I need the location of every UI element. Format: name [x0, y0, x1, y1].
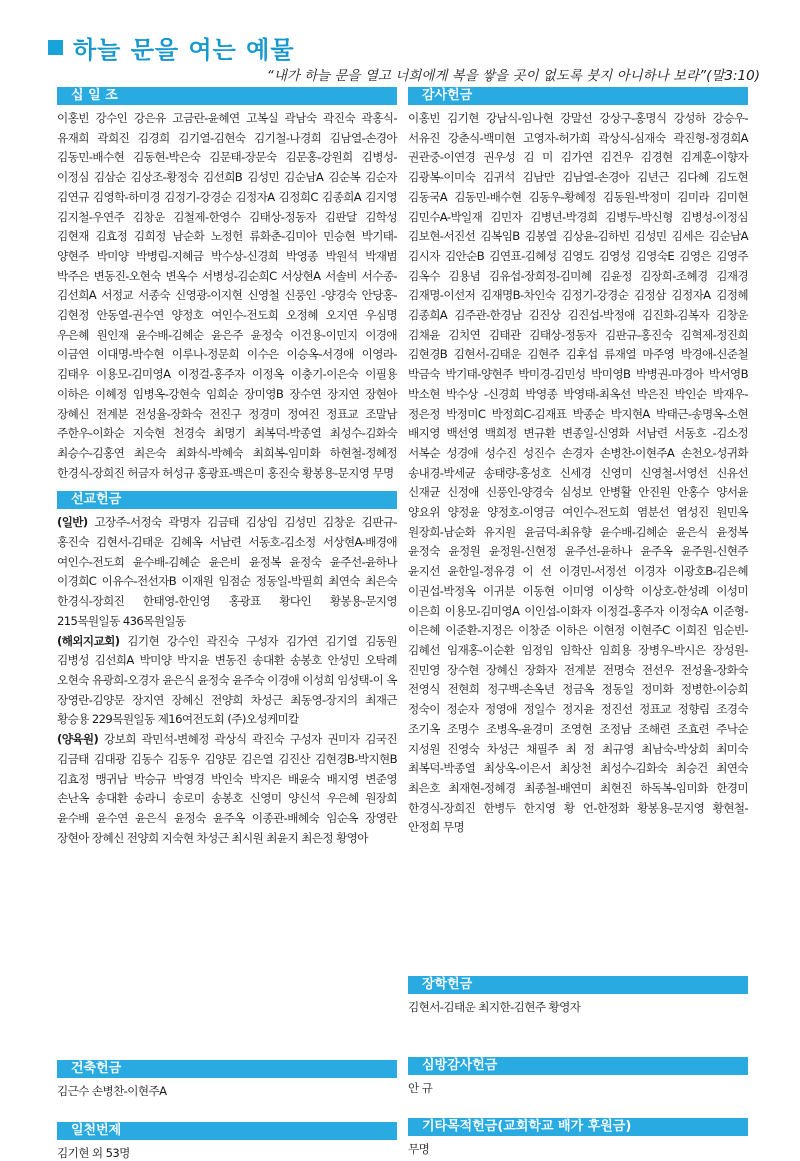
building-section: [57, 1060, 397, 1102]
ilcheon-heading: 일천번제: [57, 1122, 397, 1140]
mission-group-tag: (양육원): [57, 732, 99, 747]
thanks-heading: 감사헌금: [408, 87, 748, 105]
building-body: 김근수 손병찬-이현주A: [57, 1084, 167, 1098]
mission-group-text: 고장주-서정숙 곽명자 김금태 김상임 김성민 김창운 김판규-홍진숙 김현서-김태운 김혜옥 서남련 서동호-김소정 서상현A-배경애 여인수-전도희 윤수배-김혜순 윤은비 윤정복 윤정숙 윤주선-윤하나 이경희C 이유수-전선자B 이재원 임점순 정동일-박필희 최연숙 최은숙 한경식-장희진 한태영-한인영 홍광표 황다인 황봉용-문지영 215목원일동 436목원일동: [57, 515, 397, 628]
scholarship-heading: 장학헌금: [408, 976, 748, 994]
ilcheon-body: 김기현 외 53명: [57, 1146, 130, 1160]
scholarship-body: 김현서-김태운 최지한-김현주 황영자: [408, 1000, 581, 1014]
mission-group-tag: (일반): [57, 515, 88, 530]
thanks-body: 이홍빈 김기현 강남식-임나현 강말선 강상구-홍명식 강성하 강승우-서유진 강춘식-백미현 고영자-허가희 곽상식-심재숙 곽진형-정경희A 권관중-이연경 권우성 김 미 김가연 김건우 김경현 김계훈-이향자 김광복-이미숙 김귀석 김남만 김남열-손경아 김년근 김다혜 김도현 김동국A 김동민-배수현 김동우-황혜정 김동원-박정미 김미라 김미현 김민수A-박일재 김민자 김병년-박경희 김병두-박신형 김병성-이정심 김보현-서진선 김복임B 김봉열 김상윤-김하빈 김성민 김세은 김순남A 김시자 김안순B 김연표-김혜성 김영도 김영성 김영숙E 김영은 김영주 김옥수 김용념 김유섭-장희정-김미혜 김윤정 김장희-조혜경 김재경 김재명-이선저 김재명B-차인숙 김정기-강경순 김정삼 김정자A 김정혜 김종희A 김주관-한경남 김진상 김진섭-박정애 김진화-김복자 김창운 김채윤 김치연 김태관 김태상-정동자 김판규-홍진숙 김혁제-정진희 김현경B 김현서-김태운 김현주 김후섭 류재열 마주영 박경애-신준철 박금숙 박기태-양현주 박미경-김민성 박미영B 박병권-마경아 박서영B 박소현 박수상 -신경희 박영종 박영태-최옥선 박은진 박인순 박재우-정은정 박정미C 박정희C-김재표 박종순 박지현A 박태근-송명옥-소현 배지영 백선영 백희정 변규환 변종일-신영화 서남련 서동호 -김소정 서복순 성경애 성수진 성진수 손경자 손병찬-이현주A 손천오-성귀화 송내경-박세균 송태량-홍성호 신세경 신영미 신영철-서영선 신유선 신재균 신정애 신풍인-양경숙 심성보 안병활 안진원 안홍수 양서윤 양요위 양정윤 양정호-이영금 여인수-전도희 염분선 염성진 원민옥 원장희-남순화 유지원 윤금덕-최유향 윤수배-김혜순 윤은식 윤정복 윤정숙 윤정원 윤정원-신현정 윤주선-윤하나 윤주옥 윤주원-신현주 윤지선 윤한일-정유경 이 선 이경민-서정선 이경자 이광호B-김은혜 이권섭-박정옥 이귀분 이동현 이미영 이상학 이상호-한성례 이성미 이은희 이용모-김미영A 이인섭-이화자 이정걸-홍주자 이정숙A 이준형-이은혜 이준환-지정은 이창준 이하은 이현정 이현주C 이희진 임순빈-김혜선 임재홍-이순환 임정임 임학산 임희용 장병우-박시은 장성원-진민영 장수현 장혜신 장화자 전계분 전명숙 전선우 전성율-장화숙 전영식 전현희 정구백-손옥년 정금옥 정동일 정미화 정병한-이승희 정숙이 정순자 정영애 정일수 정지윤 정진선 정표교 정향림 조경숙 조기옥 조명수 조병옥-윤경미 조영현 조정남 조해련 조효련 주낙순 지성원 진영숙 차성근 채필주 최 정 최규영 최남숙-박상희 최미숙 최복덕-박종열 최상옥-이은서 최상천 최성수-김화숙 최승건 최연숙 최은호 최재현-정혜경 최종철-배연미 최현진 하독복-임미화 한경미 한경식-장희진 한병두 한지영 황 언-한정화 황봉용-문지영 황현철-안정희 무명: [408, 111, 748, 835]
mission-heading: 선교헌금: [57, 491, 397, 509]
mission-group-nurture: [57, 730, 397, 848]
scholarship-section: [408, 976, 748, 1018]
mission-group-text: 강보희 곽민석-변혜정 곽상식 곽진숙 구성자 권미자 김국진 김금태 김대광 김동수 김동우 김양문 김은열 김진산 김현경B-박지현B 김효정 맹귀남 박승규 박영경 박인숙 박지은 배윤숙 배지영 변준영 손난옥 송대환 송라니 송로미 송봉호 신영미 양신석 우은혜 원장희 윤수배 윤수연 윤은식 윤정숙 윤주옥 이종관-배혜숙 임순옥 장영란 장현아 장혜신 전양희 지숙현 차성근 최시원 최윤지 최은정 황영아: [57, 732, 397, 845]
building-heading: 건축헌금: [57, 1060, 397, 1078]
other-body: 무명: [408, 1142, 430, 1156]
ilcheon-section: [57, 1122, 397, 1161]
mission-group-tag: (해외지교회): [57, 633, 120, 648]
other-heading: 기타목적헌금(교회학교 배가 후원금): [408, 1118, 748, 1136]
tithe-body: 이홍빈 강수인 강은유 고금란-윤혜연 고복실 곽남숙 곽진숙 곽홍식-유재희 곽희진 김경희 김기열-김현숙 김기철-나경희 김남열-손경아 김동민-배수현 김동현-박은숙 김문태-장문숙 김문홍-강원희 김병성-이정심 김삼순 김상조-황정숙 김선희B 김성민 김순남A 김순복 김순자 김연규 김영학-하미경 김정기-강경순 김정자A 김정희C 김종희A 김지영 김지철-우연주 김창운 김철제-한영수 김태상-정동자 김판달 김학성 김현재 김효정 김희정 남순화 노정헌 류화춘-김미아 민승현 박기태-양현주 박미양 박병림-지혜금 박수상-신경희 박영종 박원석 박재범 박주은 변동진-오현숙 변옥수 서병성-김순희C 서상현A 서솔비 서수종-김선희A 서정교 서종숙 신영광-이지현 신영철 신풍인 -양경숙 안당홍-김현정 안동열-권수연 양정호 여인수-전도희 오정혜 오지연 우심명 우은혜 원인재 윤수배-김혜순 윤은주 윤정숙 이건용-이민지 이경애 이금연 이대명-박수현 이루나-정문희 이수은 이승옥-서경애 이영라-김태우 이용모-김미영A 이정걸-홍주자 이정옥 이충기-이은숙 이필용 이하은 이혜정 임병옥-강현숙 임희순 장미영B 장수연 장지연 장현아 장혜신 전계분 전성율-장화숙 전진구 정경미 정여진 정표교 조말남 주한우-이화순 지숙현 천경숙 최명기 최복덕-박종열 최성수-김화숙 최승수-김홍연 최은숙 최화식-박혜숙 최희복-임미화 하현철-정혜정 한경식-장희진 허금자 허성규 홍광표-백은미 홍진숙 황봉용-문지영 무명: [57, 111, 397, 480]
visit-section: [408, 1057, 748, 1099]
page-title: 하늘 문을 여는 예물: [73, 36, 295, 64]
mission-section: [57, 491, 397, 848]
tithe-heading: 십 일 조: [57, 87, 397, 105]
mission-group-general: [57, 513, 397, 631]
thanks-section: [408, 87, 748, 838]
mission-group-overseas: [57, 632, 397, 731]
mission-group-text: 김기현 강수인 곽진숙 구성자 김가연 김기열 김동원 김병성 김선희A 박미양 박지윤 변동진 송대환 송봉호 안성민 오탁례 오현숙 유광희-오경자 윤은식 윤정숙 윤주숙 이경애 이성희 임성택-이 옥 장영란-김양문 장지연 장혜신 전양희 차성근 최동영-장지의 최재근 황승용 229목원일동 제16여전도회 (주)오성케미칼: [57, 633, 397, 727]
bible-verse: “내가 하늘 문을 열고 너희에게 복을 쌓을 곳이 없도록 붓지 아니하나 보라”(말3:10): [266, 68, 760, 84]
visit-body: 안 규: [408, 1081, 433, 1095]
right-column: [408, 87, 748, 1156]
left-column: [57, 87, 397, 1160]
mission-body: [57, 513, 397, 848]
title-square-icon: [48, 40, 63, 55]
visit-heading: 심방감사헌금: [408, 1057, 748, 1075]
tithe-section: [57, 87, 397, 483]
title-row: [48, 30, 295, 65]
other-section: [408, 1118, 748, 1160]
